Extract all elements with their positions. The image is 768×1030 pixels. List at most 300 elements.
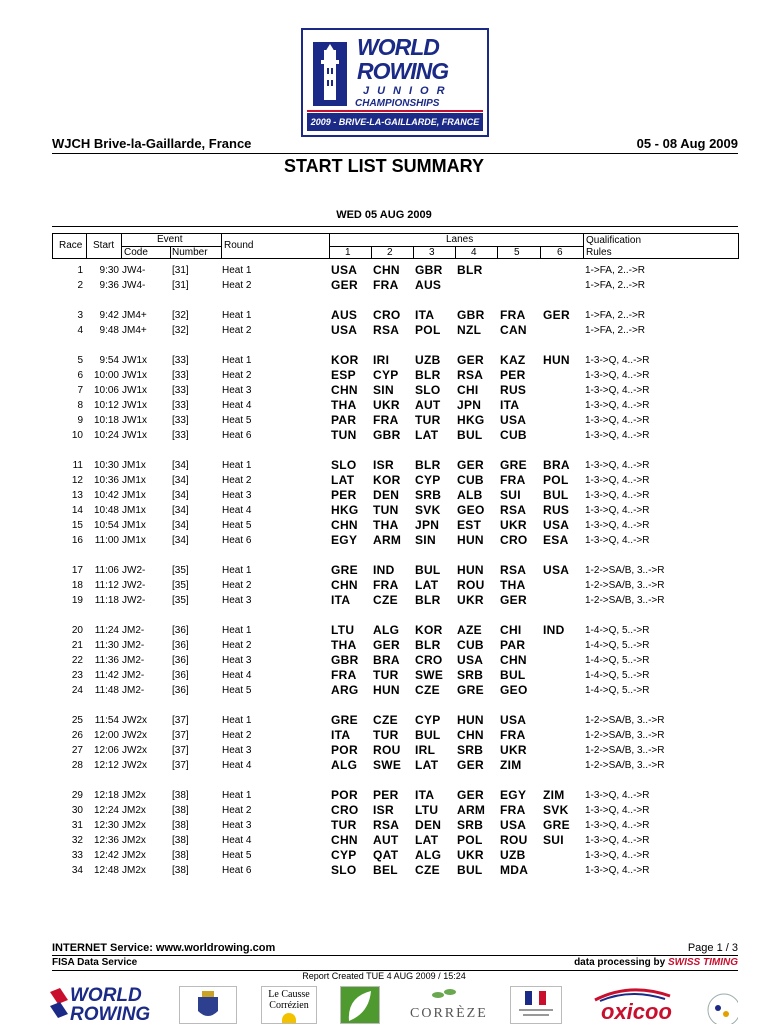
qualification-rules-cell: 1-4->Q, 5..->R xyxy=(585,685,650,696)
event-number-cell: [31] xyxy=(172,280,189,291)
lane-2-cell: FRA xyxy=(373,278,399,292)
start-cell: 10:36 xyxy=(93,475,119,486)
lane-3-cell: CRO xyxy=(415,653,443,667)
lane-2-cell: ARM xyxy=(373,533,402,547)
lane-5-cell: UZB xyxy=(500,848,526,862)
leaf-icon xyxy=(341,987,379,1023)
start-cell: 12:48 xyxy=(93,865,119,876)
lane-5-cell: GER xyxy=(500,593,527,607)
qualification-rules-cell: 1-2->SA/B, 3..->R xyxy=(585,715,665,726)
table-row xyxy=(52,804,739,819)
start-cell: 12:00 xyxy=(93,730,119,741)
lane-4-cell: RSA xyxy=(457,368,484,382)
lane-3-cell: LAT xyxy=(415,428,439,442)
qualification-rules-cell: 1-3->Q, 4..->R xyxy=(585,415,650,426)
round-cell: Heat 2 xyxy=(222,580,252,591)
sponsor-oxicoo: oxicoo xyxy=(601,999,672,1024)
lane-2-cell: TUR xyxy=(373,668,399,682)
causse-correzien-logo xyxy=(261,986,317,1024)
lane-4-cell: UKR xyxy=(457,848,484,862)
event-number-cell: [37] xyxy=(172,745,189,756)
start-cell: 9:54 xyxy=(99,355,119,366)
start-cell: 9:30 xyxy=(99,265,119,276)
round-cell: Heat 3 xyxy=(222,490,252,501)
lane-4-cell: HUN xyxy=(457,533,484,547)
lane-5-cell: RSA xyxy=(500,563,527,577)
event-code-cell: JW1x xyxy=(122,355,147,366)
venue: WJCH Brive-la-Gaillarde, France xyxy=(52,136,252,151)
col-divider xyxy=(583,234,584,258)
col-rules: Rules xyxy=(586,247,612,258)
table-row xyxy=(52,729,739,744)
sponsor-correze: CORRÈZE xyxy=(410,1006,488,1021)
lane-2-cell: DEN xyxy=(373,488,400,502)
lane-1-cell: TUN xyxy=(331,428,357,442)
lane-1-cell: POR xyxy=(331,788,358,802)
lane-2-cell: ALG xyxy=(373,623,400,637)
event-number-cell: [35] xyxy=(172,580,189,591)
lane-4-cell: GEO xyxy=(457,503,485,517)
qualification-rules-cell: 1-3->Q, 4..->R xyxy=(585,400,650,411)
col-start: Start xyxy=(93,240,115,251)
day-heading: WED 05 AUG 2009 xyxy=(336,209,432,221)
col-lanes: Lanes xyxy=(446,234,474,245)
lane-4-cell: GER xyxy=(457,353,484,367)
lane-1-cell: ITA xyxy=(331,593,351,607)
event-number-cell: [33] xyxy=(172,400,189,411)
table-row xyxy=(52,309,739,324)
event-number-cell: [37] xyxy=(172,730,189,741)
race-cell: 7 xyxy=(77,385,83,396)
lane-2-cell: AUT xyxy=(373,833,399,847)
data-processing-label: data processing by xyxy=(574,957,666,968)
race-cell: 33 xyxy=(71,850,83,861)
round-cell: Heat 3 xyxy=(222,385,252,396)
logo-red-bar xyxy=(307,110,483,112)
event-number-cell: [36] xyxy=(172,640,189,651)
round-cell: Heat 1 xyxy=(222,355,252,366)
sponsor-world: WORLD xyxy=(70,985,142,1006)
event-code-cell: JM2- xyxy=(122,685,145,696)
table-row xyxy=(52,459,739,474)
round-cell: Heat 2 xyxy=(222,370,252,381)
lane-2-cell: ISR xyxy=(373,458,394,472)
event-number-cell: [33] xyxy=(172,385,189,396)
table-row xyxy=(52,789,739,804)
event-code-cell: JW1x xyxy=(122,430,147,441)
dates: 05 - 08 Aug 2009 xyxy=(636,136,738,151)
lane-3-cell: BUL xyxy=(415,563,441,577)
round-cell: Heat 2 xyxy=(222,475,252,486)
region-logo xyxy=(340,986,380,1024)
lane-4-cell: GER xyxy=(457,758,484,772)
lane-2-cell: TUR xyxy=(373,728,399,742)
event-number-cell: [34] xyxy=(172,490,189,501)
lane-2-cell: CHN xyxy=(373,263,400,277)
start-cell: 10:00 xyxy=(93,370,119,381)
lane-1-cell: PER xyxy=(331,488,357,502)
lane-4-cell: HUN xyxy=(457,713,484,727)
lane-1-cell: POR xyxy=(331,743,358,757)
start-cell: 11:48 xyxy=(94,685,119,696)
event-number-cell: [38] xyxy=(172,820,189,831)
lane-3-cell: TUR xyxy=(415,413,441,427)
event-number-cell: [35] xyxy=(172,565,189,576)
event-code-cell: JM1x xyxy=(122,505,146,516)
lane-1-cell: GRE xyxy=(331,713,358,727)
round-cell: Heat 2 xyxy=(222,280,252,291)
qualification-rules-cell: 1-3->Q, 4..->R xyxy=(585,505,650,516)
event-code-cell: JM1x xyxy=(122,475,146,486)
lane-5-cell: CRO xyxy=(500,533,528,547)
event-code-cell: JW2- xyxy=(122,595,146,606)
lane-1-cell: LAT xyxy=(331,473,355,487)
lane-2-cell: HUN xyxy=(373,683,400,697)
table-row xyxy=(52,399,739,414)
table-row xyxy=(52,384,739,399)
event-code-cell: JM2- xyxy=(122,625,145,636)
round-cell: Heat 4 xyxy=(222,835,252,846)
qualification-rules-cell: 1-4->Q, 5..->R xyxy=(585,655,650,666)
qualification-rules-cell: 1-3->Q, 4..->R xyxy=(585,490,650,501)
event-code-cell: JW2- xyxy=(122,565,146,576)
col-number: Number xyxy=(172,247,208,258)
start-cell: 12:24 xyxy=(93,805,119,816)
lane-4-cell: GER xyxy=(457,788,484,802)
start-cell: 11:06 xyxy=(94,565,119,576)
lane-4-cell: ALB xyxy=(457,488,483,502)
col-lane-2: 2 xyxy=(387,247,393,258)
lane-5-cell: SUI xyxy=(500,488,521,502)
col-divider xyxy=(221,234,222,258)
round-cell: Heat 2 xyxy=(222,805,252,816)
lane-4-cell: POL xyxy=(457,833,483,847)
event-number-cell: [37] xyxy=(172,715,189,726)
qualification-rules-cell: 1-3->Q, 4..->R xyxy=(585,850,650,861)
lane-2-cell: IND xyxy=(373,563,395,577)
start-cell: 10:06 xyxy=(93,385,119,396)
round-cell: Heat 1 xyxy=(222,265,252,276)
lane-1-cell: HKG xyxy=(331,503,359,517)
event-number-cell: [36] xyxy=(172,685,189,696)
lane-1-cell: SLO xyxy=(331,863,357,877)
lane-6-cell: SUI xyxy=(543,833,564,847)
start-cell: 11:18 xyxy=(94,595,119,606)
lane-2-cell: SIN xyxy=(373,383,394,397)
sponsor-circle-logo xyxy=(700,986,738,1024)
lane-1-cell: THA xyxy=(331,638,357,652)
lane-2-cell: GER xyxy=(373,638,400,652)
logo-line4: CHAMPIONSHIPS xyxy=(355,98,440,109)
lane-2-cell: ISR xyxy=(373,803,394,817)
lane-5-cell: EGY xyxy=(500,788,527,802)
correze-logo xyxy=(410,986,488,1024)
lane-2-cell: GBR xyxy=(373,428,401,442)
lane-2-cell: UKR xyxy=(373,398,400,412)
lane-4-cell: HKG xyxy=(457,413,485,427)
lane-2-cell: RSA xyxy=(373,818,400,832)
lane-5-cell: FRA xyxy=(500,473,526,487)
event-code-cell: JM1x xyxy=(122,460,146,471)
event-code-cell: JM2x xyxy=(122,790,146,801)
col-race: Race xyxy=(59,240,83,251)
round-cell: Heat 3 xyxy=(222,745,252,756)
lane-3-cell: ITA xyxy=(415,788,435,802)
start-cell: 10:42 xyxy=(93,490,119,501)
event-number-cell: [38] xyxy=(172,865,189,876)
col-divider xyxy=(497,246,498,258)
logo-line1: WORLD xyxy=(357,34,439,60)
race-cell: 5 xyxy=(77,355,83,366)
start-cell: 9:48 xyxy=(99,325,119,336)
event-number-cell: [38] xyxy=(172,790,189,801)
race-cell: 9 xyxy=(77,415,83,426)
lane-1-cell: ARG xyxy=(331,683,359,697)
col-divider xyxy=(86,234,87,258)
lane-1-cell: LTU xyxy=(331,623,355,637)
round-cell: Heat 1 xyxy=(222,625,252,636)
lane-3-cell: LTU xyxy=(415,803,439,817)
header-divider xyxy=(52,153,738,154)
lane-3-cell: LAT xyxy=(415,758,439,772)
col-lane-4: 4 xyxy=(471,247,477,258)
round-cell: Heat 4 xyxy=(222,400,252,411)
event-number-cell: [32] xyxy=(172,325,189,336)
round-cell: Heat 1 xyxy=(222,565,252,576)
lane-4-cell: USA xyxy=(457,653,484,667)
lane-6-cell: BRA xyxy=(543,458,570,472)
lane-5-cell: CAN xyxy=(500,323,527,337)
lane-1-cell: GER xyxy=(331,278,358,292)
lane-5-cell: RUS xyxy=(500,383,527,397)
lane-5-cell: UKR xyxy=(500,518,527,532)
lane-3-cell: CYP xyxy=(415,713,441,727)
lane-5-cell: GEO xyxy=(500,683,528,697)
table-row xyxy=(52,864,739,879)
lane-5-cell: USA xyxy=(500,413,527,427)
event-number-cell: [34] xyxy=(172,505,189,516)
lane-3-cell: BLR xyxy=(415,458,441,472)
race-cell: 23 xyxy=(71,670,83,681)
start-cell: 11:36 xyxy=(94,655,119,666)
event-number-cell: [38] xyxy=(172,835,189,846)
event-code-cell: JW2x xyxy=(122,730,147,741)
lane-6-cell: SVK xyxy=(543,803,569,817)
qualification-rules-cell: 1-3->Q, 4..->R xyxy=(585,820,650,831)
lane-1-cell: FRA xyxy=(331,668,357,682)
start-cell: 10:54 xyxy=(93,520,119,531)
fisa-data-service: FISA Data Service xyxy=(52,957,138,968)
qualification-rules-cell: 1-3->Q, 4..->R xyxy=(585,475,650,486)
internet-service: INTERNET Service: www.worldrowing.com xyxy=(52,942,276,954)
lane-4-cell: JPN xyxy=(457,398,482,412)
lane-4-cell: BLR xyxy=(457,263,483,277)
lane-1-cell: USA xyxy=(331,263,358,277)
race-cell: 27 xyxy=(71,745,83,756)
round-cell: Heat 6 xyxy=(222,535,252,546)
lane-3-cell: SIN xyxy=(415,533,436,547)
lane-2-cell: IRI xyxy=(373,353,390,367)
qualification-rules-cell: 1-2->SA/B, 3..->R xyxy=(585,595,665,606)
qualification-rules-cell: 1-3->Q, 4..->R xyxy=(585,865,650,876)
lane-3-cell: DEN xyxy=(415,818,442,832)
table-row xyxy=(52,429,739,444)
lane-2-cell: CYP xyxy=(373,368,399,382)
event-number-cell: [32] xyxy=(172,310,189,321)
col-lane-3: 3 xyxy=(429,247,435,258)
lane-3-cell: POL xyxy=(415,323,441,337)
event-number-cell: [33] xyxy=(172,355,189,366)
oxicoo-logo xyxy=(585,986,680,1024)
race-cell: 12 xyxy=(71,475,83,486)
race-cell: 26 xyxy=(71,730,83,741)
lane-4-cell: CUB xyxy=(457,473,484,487)
lane-4-cell: CHN xyxy=(457,728,484,742)
event-code-cell: JW2x xyxy=(122,745,147,756)
table-row xyxy=(52,474,739,489)
qualification-rules-cell: 1-2->SA/B, 3..->R xyxy=(585,760,665,771)
race-cell: 15 xyxy=(71,520,83,531)
lane-5-cell: PAR xyxy=(500,638,526,652)
lane-1-cell: CHN xyxy=(331,518,358,532)
round-cell: Heat 3 xyxy=(222,595,252,606)
sun-icon xyxy=(282,1013,296,1023)
table-row xyxy=(52,669,739,684)
round-cell: Heat 3 xyxy=(222,820,252,831)
lane-4-cell: SRB xyxy=(457,668,484,682)
lane-4-cell: AZE xyxy=(457,623,482,637)
lane-2-cell: CRO xyxy=(373,308,401,322)
table-row xyxy=(52,369,739,384)
table-row xyxy=(52,414,739,429)
table-row xyxy=(52,534,739,549)
col-lane-1: 1 xyxy=(345,247,351,258)
lane-5-cell: THA xyxy=(500,578,526,592)
lane-3-cell: ITA xyxy=(415,308,435,322)
col-divider xyxy=(413,246,414,258)
lane-1-cell: KOR xyxy=(331,353,359,367)
event-code-cell: JM4+ xyxy=(122,325,147,336)
qualification-rules-cell: 1-2->SA/B, 3..->R xyxy=(585,745,665,756)
event-number-cell: [34] xyxy=(172,475,189,486)
data-processing xyxy=(574,957,738,968)
start-cell: 11:54 xyxy=(94,715,119,726)
swiss-timing-logo: SWISS TIMING xyxy=(668,957,738,968)
lane-4-cell: UKR xyxy=(457,593,484,607)
round-cell: Heat 6 xyxy=(222,430,252,441)
lane-5-cell: CUB xyxy=(500,428,527,442)
lane-6-cell: ZIM xyxy=(543,788,565,802)
championship-logo xyxy=(301,28,489,137)
event-code-cell: JM4+ xyxy=(122,310,147,321)
round-cell: Heat 2 xyxy=(222,730,252,741)
event-number-cell: [38] xyxy=(172,805,189,816)
race-cell: 20 xyxy=(71,625,83,636)
table-row xyxy=(52,354,739,369)
lane-5-cell: GRE xyxy=(500,458,527,472)
lane-5-cell: USA xyxy=(500,713,527,727)
round-cell: Heat 6 xyxy=(222,865,252,876)
lane-2-cell: FRA xyxy=(373,413,399,427)
lane-1-cell: CHN xyxy=(331,578,358,592)
qualification-rules-cell: 1-3->Q, 4..->R xyxy=(585,835,650,846)
event-number-cell: [33] xyxy=(172,415,189,426)
page-number: Page 1 / 3 xyxy=(687,942,738,954)
event-number-cell: [35] xyxy=(172,595,189,606)
lane-5-cell: ITA xyxy=(500,398,520,412)
race-cell: 19 xyxy=(71,595,83,606)
lane-2-cell: CZE xyxy=(373,713,398,727)
table-row xyxy=(52,519,739,534)
lane-5-cell: PER xyxy=(500,368,526,382)
start-cell: 12:42 xyxy=(93,850,119,861)
lane-6-cell: GER xyxy=(543,308,570,322)
lane-5-cell: FRA xyxy=(500,803,526,817)
table-row xyxy=(52,594,739,609)
col-divider xyxy=(170,246,171,258)
col-divider xyxy=(455,246,456,258)
lane-1-cell: GRE xyxy=(331,563,358,577)
col-divider xyxy=(371,246,372,258)
table-row xyxy=(52,714,739,729)
event-code-cell: JW4- xyxy=(122,265,146,276)
lane-3-cell: SVK xyxy=(415,503,441,517)
table-row xyxy=(52,279,739,294)
event-number-cell: [34] xyxy=(172,535,189,546)
race-cell: 28 xyxy=(71,760,83,771)
qualification-rules-cell: 1-4->Q, 5..->R xyxy=(585,640,650,651)
lane-2-cell: QAT xyxy=(373,848,399,862)
start-cell: 10:12 xyxy=(93,400,119,411)
lane-4-cell: CHI xyxy=(457,383,479,397)
round-cell: Heat 4 xyxy=(222,670,252,681)
lane-3-cell: SWE xyxy=(415,668,444,682)
lane-1-cell: USA xyxy=(331,323,358,337)
lane-3-cell: BUL xyxy=(415,728,441,742)
lane-1-cell: ITA xyxy=(331,728,351,742)
table-row xyxy=(52,744,739,759)
qualification-rules-cell: 1-3->Q, 4..->R xyxy=(585,355,650,366)
lane-3-cell: LAT xyxy=(415,578,439,592)
lane-1-cell: EGY xyxy=(331,533,358,547)
start-cell: 10:30 xyxy=(93,460,119,471)
col-divider xyxy=(329,246,583,247)
start-cell: 11:24 xyxy=(94,625,119,636)
oar-icon xyxy=(50,988,68,1022)
lane-1-cell: AUS xyxy=(331,308,358,322)
lane-1-cell: CHN xyxy=(331,383,358,397)
start-cell: 12:18 xyxy=(93,790,119,801)
lane-3-cell: AUS xyxy=(415,278,442,292)
race-cell: 21 xyxy=(71,640,83,651)
lane-4-cell: BUL xyxy=(457,863,483,877)
lane-4-cell: GER xyxy=(457,458,484,472)
round-cell: Heat 5 xyxy=(222,415,252,426)
day-divider xyxy=(52,226,738,227)
table-row xyxy=(52,834,739,849)
table-header xyxy=(52,233,739,259)
table-row xyxy=(52,849,739,864)
lane-1-cell: PAR xyxy=(331,413,357,427)
logo-line2: ROWING xyxy=(357,58,449,84)
col-lane-5: 5 xyxy=(514,247,520,258)
logo-band: 2009 - BRIVE-LA-GAILLARDE, FRANCE xyxy=(307,113,483,131)
qualification-rules-cell: 1-2->SA/B, 3..->R xyxy=(585,730,665,741)
event-code-cell: JM1x xyxy=(122,490,146,501)
race-cell: 25 xyxy=(71,715,83,726)
race-cell: 31 xyxy=(71,820,83,831)
round-cell: Heat 2 xyxy=(222,325,252,336)
